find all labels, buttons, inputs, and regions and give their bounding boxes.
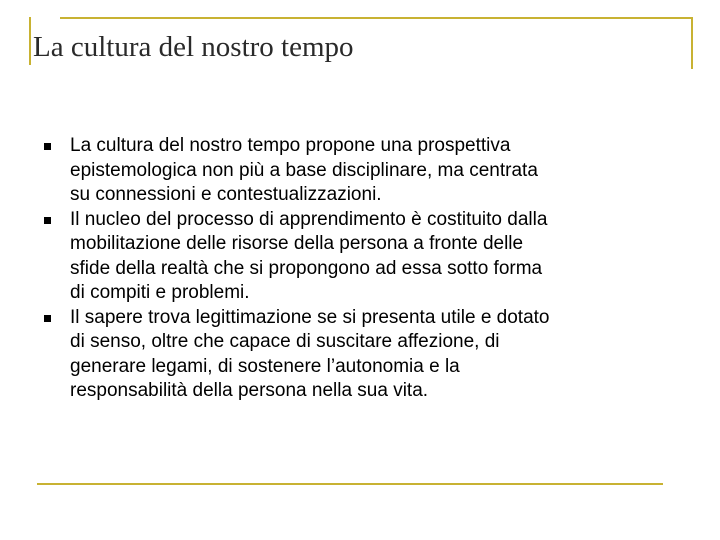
bullet-line: Il sapere trova legittimazione se si presenta utile e dotato xyxy=(70,306,550,328)
left-rule xyxy=(29,17,31,65)
bullet-item-1 xyxy=(40,134,690,208)
bullet-line: responsabilità della persona nella sua vita. xyxy=(70,380,429,401)
bullet-list xyxy=(40,134,690,404)
bullet-line: Il nucleo del processo di apprendimento è costituito dalla xyxy=(70,208,548,230)
bullet-line: epistemologica non più a base disciplinare, ma centrata xyxy=(70,159,538,181)
square-bullet-icon xyxy=(44,143,51,150)
right-rule xyxy=(691,17,693,69)
bottom-rule xyxy=(37,483,663,485)
bullet-item-2 xyxy=(40,208,690,306)
square-bullet-icon xyxy=(44,217,51,224)
bullet-line: di compiti e problemi. xyxy=(70,282,250,303)
bullet-line: generare legami, di sostenere l’autonomia e la xyxy=(70,355,460,377)
bullet-line: La cultura del nostro tempo propone una prospettiva xyxy=(70,135,511,156)
bullet-line: mobilitazione delle risorse della persona a fronte delle xyxy=(70,233,524,254)
top-rule xyxy=(60,17,692,19)
bullet-item-3 xyxy=(40,306,690,404)
square-bullet-icon xyxy=(44,315,51,322)
bullet-line: sfide della realtà che si propongono ad essa sotto forma xyxy=(70,257,543,279)
bullet-line: su connessioni e contestualizzazioni. xyxy=(70,184,382,205)
slide-title: La cultura del nostro tempo xyxy=(33,31,354,63)
bullet-line: di senso, oltre che capace di suscitare affezione, di xyxy=(70,331,500,352)
